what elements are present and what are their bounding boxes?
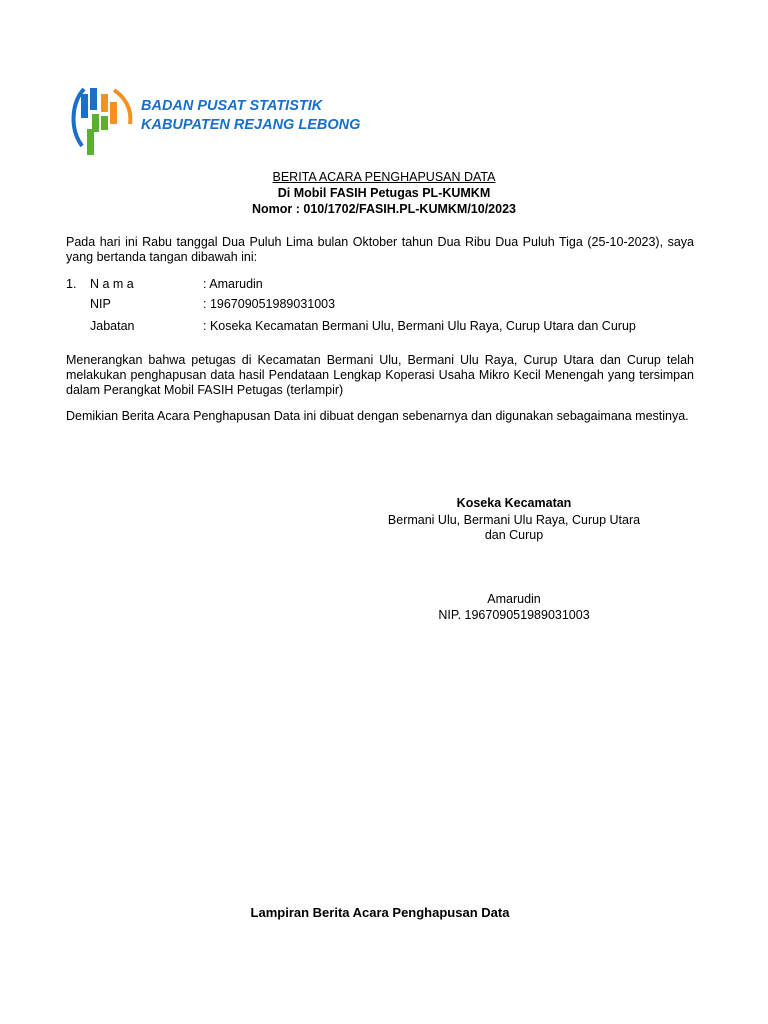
document-title	[0, 169, 768, 217]
title-line-3: Nomor : 010/1702/FASIH.PL-KUMKM/10/2023	[252, 202, 516, 216]
intro-paragraph: Pada hari ini Rabu tanggal Dua Puluh Lima bulan Oktober tahun Dua Ribu Dua Puluh Tiga (25-10-2023), saya yang bertanda tangan dibawah ini:	[66, 235, 694, 264]
title-line-1: BERITA ACARA PENGHAPUSAN DATA	[272, 170, 496, 184]
person-number: 1.	[66, 277, 77, 291]
bps-logo-icon	[70, 84, 136, 156]
nip-label: NIP	[90, 297, 111, 311]
statement-paragraph: Menerangkan bahwa petugas di Kecamatan Bermani Ulu, Bermani Ulu Raya, Curup Utara dan Curup telah melakukan penghapusan data hasil Pendataan Lengkap Koperasi Usaha Mikro Kecil Menengah yang tersimpan dalam Perangkat Mobil FASIH Petugas (terlampir)	[66, 353, 694, 397]
attachment-title: Lampiran Berita Acara Penghapusan Data	[250, 905, 510, 920]
signature-name: Amarudin	[487, 592, 541, 606]
signature-role: Koseka Kecamatan	[456, 496, 572, 510]
organization-name	[141, 97, 360, 135]
name-value: : Amarudin	[203, 277, 263, 291]
signature-area-line-2: dan Curup	[484, 528, 544, 542]
closing-paragraph: Demikian Berita Acara Penghapusan Data ini dibuat dengan sebenarnya dan digunakan sebagaimana mestinya.	[66, 409, 689, 423]
jabatan-label: Jabatan	[90, 319, 135, 333]
title-line-2: Di Mobil FASIH Petugas PL-KUMKM	[277, 186, 491, 200]
org-line-1: BADAN PUSAT STATISTIK	[141, 98, 323, 114]
org-line-2: KABUPATEN REJANG LEBONG	[141, 117, 361, 133]
nip-value: : 196709051989031003	[203, 297, 336, 311]
signature-nip: NIP. 196709051989031003	[438, 608, 590, 622]
jabatan-value: : Koseka Kecamatan Bermani Ulu, Bermani Ulu Raya, Curup Utara dan Curup	[203, 319, 636, 333]
name-label: N a m a	[90, 277, 134, 291]
signature-area-line-1: Bermani Ulu, Bermani Ulu Raya, Curup Utara	[387, 513, 641, 527]
